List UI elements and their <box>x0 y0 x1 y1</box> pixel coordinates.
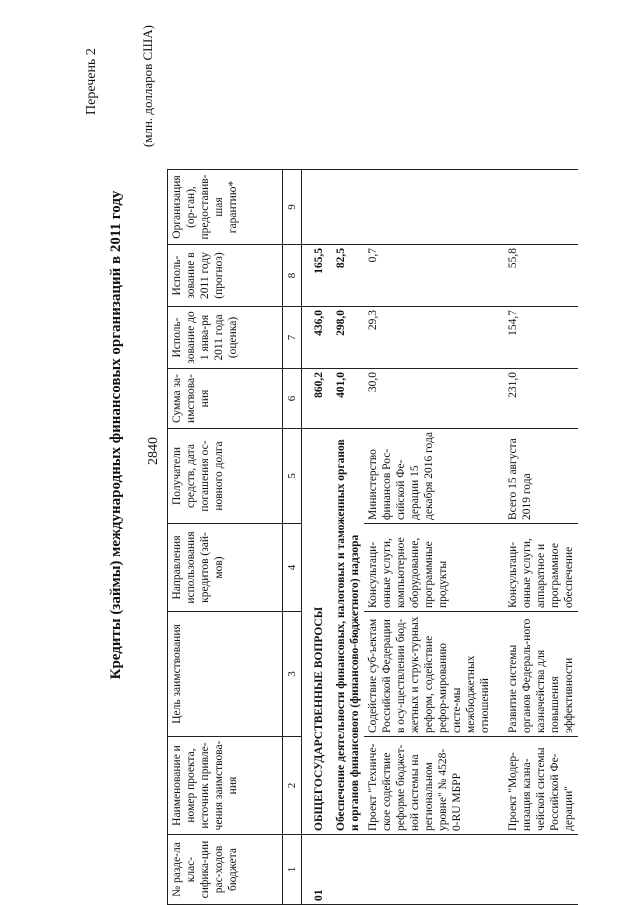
project-name: Проект "Модер-низация казна-чейской системы Российской Фе-дерации" <box>494 737 578 835</box>
loan-used-before: 154,7 <box>494 307 578 369</box>
column-number: 2 <box>283 737 302 835</box>
loan-recipient: Министерство финансов Рос-сийской Фе-дерации 15 декабря 2016 года <box>364 429 494 524</box>
empty-cell <box>328 835 364 905</box>
subsection-amount: 401,0 <box>328 369 364 429</box>
column-header: Направления использования кредитов (зай-мов) <box>168 524 283 612</box>
column-number: 5 <box>283 429 302 524</box>
section-amount: 860,2 <box>302 369 329 429</box>
section-row <box>302 170 329 905</box>
page-number: 2840 <box>146 437 161 465</box>
column-header: Исполь-зование до 1 янва-ря 2011 года (оценка) <box>168 307 283 369</box>
project-name: Проект "Техниче-ское содействие реформе бюджет-ной системы на региональном уровне" № 4528-0-RU МБРР <box>364 737 494 835</box>
loan-used-2011: 0,7 <box>364 245 494 307</box>
loan-amount: 231,0 <box>494 369 578 429</box>
document-title: Кредиты (займы) международных финансовых организаций в 2011 году <box>108 190 124 680</box>
loan-recipient: Всего 15 августа 2019 года <box>494 429 578 524</box>
table-row <box>364 170 494 905</box>
column-header: Цель заимствования <box>168 612 283 737</box>
subsection-title: Обеспечение деятельности финансовых, налоговых и таможенных органов и органов финансового (финансово-бюджетного) надзора <box>328 429 364 835</box>
loan-used-before: 29,3 <box>364 307 494 369</box>
empty-cell <box>494 835 578 905</box>
column-header: Организация (ор-ган), предоставив-шая гарантию* <box>168 170 283 245</box>
column-header: Получатели средств, дата погашения ос-новного долга <box>168 429 283 524</box>
subsection-row <box>328 170 364 905</box>
loan-purpose: Развитие системы органов Федераль-ного казначейства для повышения эффективности <box>494 612 578 737</box>
units-note: (млн. долларов США) <box>140 25 155 148</box>
table-header-row <box>168 170 283 905</box>
empty-cell <box>302 170 329 245</box>
loan-guarantor <box>364 170 494 245</box>
loan-amount: 30,0 <box>364 369 494 429</box>
column-header: Наименование и номер проекта, источник привле-чения заимствова-ния <box>168 737 283 835</box>
list-label: Перечень 2 <box>84 48 99 115</box>
subsection-used-2011: 82,5 <box>328 245 364 307</box>
loan-purpose: Содействие суб-ъектам Российской Федерации в осу-ществлении бюд-жетных и струк-турных реформ, содействие рефор-мированию систе-мы межбюджетных отношений <box>364 612 494 737</box>
section-title: ОБЩЕГОСУДАРСТВЕННЫЕ ВОПРОСЫ <box>302 429 329 835</box>
column-number: 4 <box>283 524 302 612</box>
loan-guarantor <box>494 170 578 245</box>
column-header: № разде-ла клас-сифика-ции рас-ходов бюджета <box>168 835 283 905</box>
column-number: 1 <box>283 835 302 905</box>
loans-table <box>167 169 578 905</box>
column-number: 3 <box>283 612 302 737</box>
section-used-before: 436,0 <box>302 307 329 369</box>
loan-used-2011: 55,8 <box>494 245 578 307</box>
loan-usage: Консультаци-онные услуги, компьютерное оборудование, программные продукты <box>364 524 494 612</box>
section-code: 01 <box>302 835 329 905</box>
column-header: Сумма за-имствова-ния <box>168 369 283 429</box>
column-header: Исполь-зование в 2011 году (прогноз) <box>168 245 283 307</box>
column-number: 9 <box>283 170 302 245</box>
empty-cell <box>328 170 364 245</box>
subsection-used-before: 298,0 <box>328 307 364 369</box>
column-number: 6 <box>283 369 302 429</box>
empty-cell <box>364 835 494 905</box>
column-number-row <box>283 170 302 905</box>
section-used-2011: 165,5 <box>302 245 329 307</box>
table-row <box>494 170 578 905</box>
loan-usage: Консультаци-онные услуги, аппаратное и программное обеспечение <box>494 524 578 612</box>
column-number: 7 <box>283 307 302 369</box>
column-number: 8 <box>283 245 302 307</box>
